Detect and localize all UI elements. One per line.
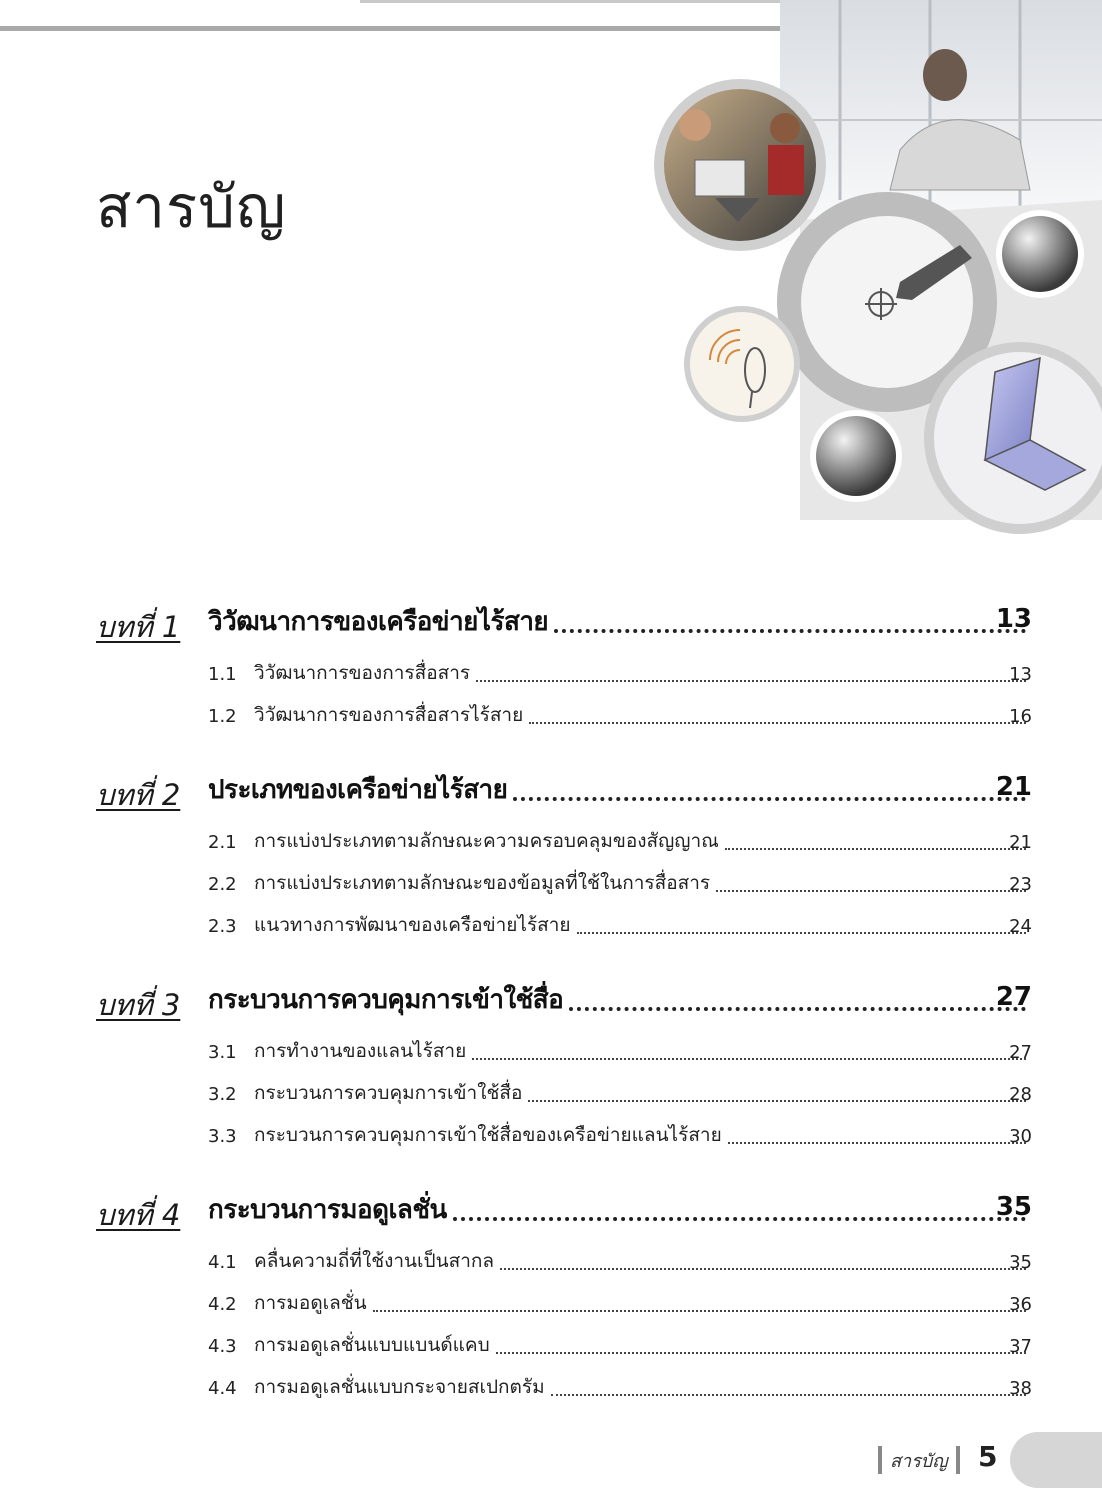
table-of-contents — [0, 590, 1102, 1410]
section-row[interactable] — [0, 696, 1102, 738]
page-title: สารบัญ — [96, 173, 287, 241]
dot-leader — [496, 1352, 1026, 1354]
chapter-page-number: 13 — [995, 604, 1032, 634]
section-number: 4.3 — [208, 1336, 237, 1357]
dot-leader — [528, 1100, 1026, 1102]
section-row[interactable] — [0, 906, 1102, 948]
section-row[interactable] — [0, 1242, 1102, 1284]
section-number: 2.1 — [208, 832, 237, 853]
chapter-title: ประเภทของเครือข่ายไร้สาย — [208, 775, 508, 805]
section-number: 2.2 — [208, 874, 237, 895]
chapter-row[interactable] — [0, 1178, 1102, 1242]
chapter-title: กระบวนการควบคุมการเข้าใช้สื่อ — [208, 985, 564, 1015]
chapter-1 — [0, 590, 1102, 738]
section-title: การแบ่งประเภทตามลักษณะของข้อมูลที่ใช้ในการสื่อสาร — [254, 872, 711, 894]
dot-leader — [569, 1007, 1026, 1011]
footer-section-label: สารบัญ — [890, 1451, 948, 1472]
chapter-3 — [0, 968, 1102, 1158]
chapter-page-number: 35 — [995, 1192, 1032, 1222]
section-title: วิวัฒนาการของการสื่อสาร — [254, 662, 471, 684]
dot-leader — [500, 1268, 1026, 1270]
woman-figure-icon — [923, 49, 967, 101]
dot-leader — [472, 1058, 1026, 1060]
footer-divider — [956, 1446, 960, 1474]
section-page-number: 21 — [1009, 832, 1032, 853]
section-page-number: 36 — [1009, 1294, 1032, 1315]
dot-leader — [554, 629, 1026, 633]
section-number: 2.3 — [208, 916, 237, 937]
section-page-number: 24 — [1009, 916, 1032, 937]
section-row[interactable] — [0, 864, 1102, 906]
section-number: 4.1 — [208, 1252, 237, 1273]
section-title: กระบวนการควบคุมการเข้าใช้สื่อของเครือข่ายแลนไร้สาย — [254, 1124, 722, 1146]
dot-leader — [725, 848, 1026, 850]
section-page-number: 28 — [1009, 1084, 1032, 1105]
section-title: การทำงานของแลนไร้สาย — [254, 1040, 467, 1062]
section-number: 4.2 — [208, 1294, 237, 1315]
section-page-number: 13 — [1009, 664, 1032, 685]
dot-leader — [716, 890, 1026, 892]
chapter-label: บทที่ 4 — [96, 1198, 181, 1232]
header-illustration — [600, 0, 1102, 540]
section-title: คลื่นความถี่ที่ใช้งานเป็นสากล — [254, 1250, 495, 1272]
section-title: การมอดูเลชั่น — [254, 1292, 367, 1314]
section-row[interactable] — [0, 1074, 1102, 1116]
section-page-number: 23 — [1009, 874, 1032, 895]
dot-leader — [577, 932, 1026, 934]
footer-page-number: 5 — [978, 1440, 998, 1473]
dot-leader — [551, 1394, 1026, 1396]
section-row[interactable] — [0, 1326, 1102, 1368]
chapter-label: บทที่ 1 — [96, 610, 181, 644]
chapter-title: กระบวนการมอดูเลชั่น — [208, 1195, 447, 1225]
section-title: การมอดูเลชั่นแบบกระจายสเปกตรัม — [254, 1376, 545, 1398]
chapter-2 — [0, 758, 1102, 948]
section-number: 1.2 — [208, 706, 237, 727]
chapter-row[interactable] — [0, 968, 1102, 1032]
section-row[interactable] — [0, 1116, 1102, 1158]
chapter-title: วิวัฒนาการของเครือข่ายไร้สาย — [208, 607, 549, 637]
dot-leader — [513, 797, 1026, 801]
section-page-number: 27 — [1009, 1042, 1032, 1063]
section-number: 4.4 — [208, 1378, 237, 1399]
section-row[interactable] — [0, 1284, 1102, 1326]
section-row[interactable] — [0, 654, 1102, 696]
section-page-number: 16 — [1009, 706, 1032, 727]
chapter-row[interactable] — [0, 758, 1102, 822]
section-title: กระบวนการควบคุมการเข้าใช้สื่อ — [254, 1082, 523, 1104]
page-footer — [870, 1432, 1102, 1488]
section-number: 1.1 — [208, 664, 237, 685]
dot-leader — [476, 680, 1026, 682]
section-row[interactable] — [0, 1368, 1102, 1410]
section-number: 3.3 — [208, 1126, 237, 1147]
section-page-number: 30 — [1009, 1126, 1032, 1147]
footer-tab — [1010, 1432, 1102, 1488]
chapter-row[interactable] — [0, 590, 1102, 654]
section-page-number: 35 — [1009, 1252, 1032, 1273]
chapter-page-number: 21 — [995, 772, 1032, 802]
chapter-4 — [0, 1178, 1102, 1410]
dot-leader — [529, 722, 1026, 724]
section-row[interactable] — [0, 822, 1102, 864]
dot-leader — [728, 1142, 1026, 1144]
section-title: การแบ่งประเภทตามลักษณะความครอบคลุมของสัญญาณ — [254, 830, 719, 852]
footer-divider — [878, 1446, 882, 1474]
section-title: วิวัฒนาการของการสื่อสารไร้สาย — [254, 704, 524, 726]
dot-leader — [373, 1310, 1026, 1312]
section-title: แนวทางการพัฒนาของเครือข่ายไร้สาย — [254, 914, 571, 936]
section-title: การมอดูเลชั่นแบบแบนด์แคบ — [254, 1334, 490, 1356]
section-number: 3.1 — [208, 1042, 237, 1063]
chapter-label: บทที่ 2 — [96, 778, 181, 812]
section-page-number: 37 — [1009, 1336, 1032, 1357]
section-number: 3.2 — [208, 1084, 237, 1105]
chapter-page-number: 27 — [995, 982, 1032, 1012]
section-page-number: 38 — [1009, 1378, 1032, 1399]
dot-leader — [453, 1217, 1026, 1221]
section-row[interactable] — [0, 1032, 1102, 1074]
chapter-label: บทที่ 3 — [96, 988, 181, 1022]
